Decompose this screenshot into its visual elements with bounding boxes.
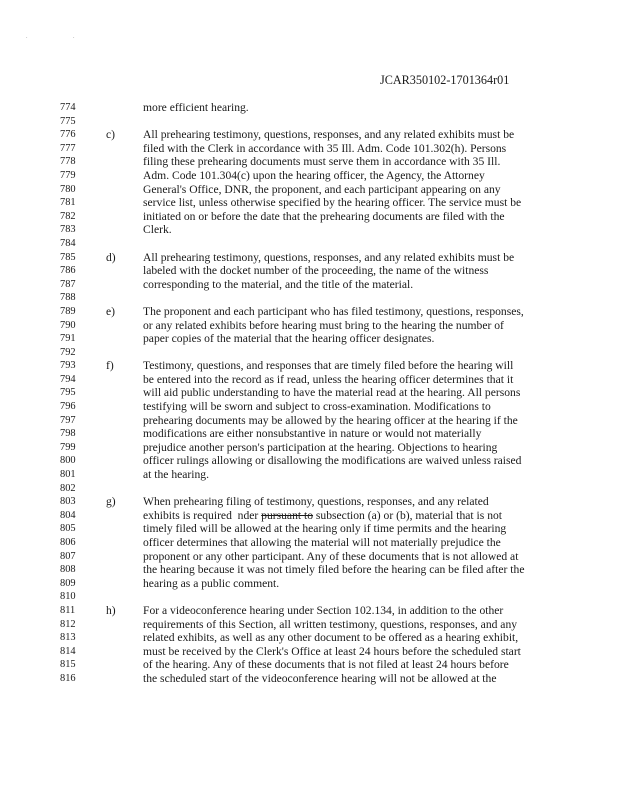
document-line bbox=[0, 264, 618, 278]
line-text bbox=[143, 631, 518, 645]
line-number: 785 bbox=[60, 251, 76, 263]
document-line bbox=[0, 115, 618, 129]
line-text bbox=[143, 563, 524, 577]
line-number: 786 bbox=[60, 265, 76, 277]
document-line bbox=[0, 223, 618, 237]
line-number: 788 bbox=[60, 292, 76, 304]
document-line bbox=[0, 332, 618, 346]
line-text-main: at the hearing. bbox=[143, 468, 209, 482]
line-text bbox=[143, 400, 491, 414]
line-number: 790 bbox=[60, 319, 76, 331]
line-text bbox=[143, 183, 501, 197]
line-text-main: Clerk. bbox=[143, 223, 172, 237]
line-text-main: hearing as a public comment. bbox=[143, 576, 280, 590]
line-text-main: service list, unless otherwise specified by the hearing officer. The service must be bbox=[143, 196, 522, 210]
line-number: 812 bbox=[60, 618, 76, 630]
line-number: 803 bbox=[60, 496, 76, 508]
line-text-main: timely filed will be allowed at the hearing only if time permits and the hearing bbox=[143, 522, 507, 536]
line-number: 779 bbox=[60, 169, 76, 181]
document-id-header: JCAR350102-1701364r01 bbox=[380, 73, 510, 87]
line-number: 774 bbox=[60, 102, 76, 113]
line-number: 813 bbox=[60, 632, 76, 644]
document-line bbox=[0, 550, 618, 564]
line-number: 800 bbox=[60, 455, 76, 467]
line-text-main: the hearing because it was not timely filed before the hearing can be filed after the bbox=[143, 563, 525, 577]
line-text bbox=[143, 155, 500, 169]
line-text-main: Testimony, questions, and responses that are timely filed before the hearing will bbox=[143, 359, 514, 373]
document-line bbox=[0, 631, 618, 645]
line-text-main: paper copies of the material that the hearing officer designates. bbox=[143, 332, 435, 346]
line-number: 816 bbox=[60, 672, 76, 684]
line-number: 799 bbox=[60, 441, 76, 453]
document-line bbox=[0, 291, 618, 305]
line-text-main: initiated on or before the date that the prehearing documents are filed with the bbox=[143, 209, 505, 223]
line-text bbox=[143, 441, 497, 455]
line-number: 778 bbox=[60, 156, 76, 168]
document-line bbox=[0, 237, 618, 251]
line-number: 789 bbox=[60, 305, 76, 317]
line-text-main: of the hearing. Any of these documents that is not filed at least 24 hours before bbox=[143, 658, 509, 672]
document-line bbox=[0, 577, 618, 591]
line-text bbox=[143, 522, 506, 536]
line-text bbox=[143, 264, 488, 278]
line-text-main: must be received by the Clerk's Office at least 24 hours before the scheduled start bbox=[143, 644, 521, 658]
line-number: 787 bbox=[60, 278, 76, 290]
line-text bbox=[143, 101, 249, 115]
line-number: 804 bbox=[60, 509, 76, 521]
document-line bbox=[0, 373, 618, 387]
line-text bbox=[143, 509, 502, 523]
document-line bbox=[0, 319, 618, 333]
line-text bbox=[143, 251, 514, 265]
line-number: 781 bbox=[60, 197, 76, 209]
line-text-main: testifying will be sworn and subject to cross-examination. Modifications to bbox=[143, 400, 491, 414]
line-text bbox=[143, 414, 518, 428]
line-text-main: requirements of this Section, all written testimony, questions, responses, and any bbox=[143, 617, 518, 631]
line-text bbox=[143, 386, 520, 400]
document-line bbox=[0, 645, 618, 659]
line-text bbox=[143, 128, 514, 142]
subsection-marker: f) bbox=[106, 359, 114, 373]
line-text bbox=[143, 210, 505, 224]
line-text-main: related exhibits, as well as any other document to be offered as a hearing exhibit, bbox=[143, 631, 519, 645]
document-line bbox=[0, 305, 618, 319]
line-number: 809 bbox=[60, 577, 76, 589]
document-line bbox=[0, 169, 618, 183]
line-text bbox=[143, 618, 517, 632]
line-text bbox=[143, 319, 504, 333]
line-number: 794 bbox=[60, 373, 76, 385]
document-line bbox=[0, 400, 618, 414]
document-line bbox=[0, 618, 618, 632]
document-line bbox=[0, 128, 618, 142]
line-number: 802 bbox=[60, 482, 76, 494]
subsection-marker: h) bbox=[106, 603, 116, 617]
document-line bbox=[0, 155, 618, 169]
document-line bbox=[0, 441, 618, 455]
document-line bbox=[0, 509, 618, 523]
subsection-marker: c) bbox=[106, 128, 116, 142]
line-number: 776 bbox=[60, 129, 76, 141]
line-number: 777 bbox=[60, 142, 76, 154]
subsection-marker: g) bbox=[106, 495, 116, 509]
document-line bbox=[0, 346, 618, 360]
line-text bbox=[143, 468, 209, 482]
line-text-main: For a videoconference hearing under Section 102.134, in addition to the other bbox=[143, 603, 504, 617]
line-text bbox=[143, 495, 489, 509]
line-number: 798 bbox=[60, 428, 76, 440]
line-text-main: filed with the Clerk in accordance with 35 Ill. Adm. Code 101.302(h). Persons bbox=[143, 141, 507, 155]
line-text-main: officer rulings allowing or disallowing the modifications are waived unless raised bbox=[143, 454, 522, 468]
line-text-main: more efficient hearing. bbox=[143, 101, 249, 114]
document-line bbox=[0, 454, 618, 468]
line-text-tail: subsection (a) or (b), material that is not bbox=[313, 508, 503, 522]
line-text bbox=[143, 454, 521, 468]
line-text-main: filing these prehearing documents must serve them in accordance with 35 Ill. bbox=[143, 155, 501, 169]
document-line bbox=[0, 414, 618, 428]
line-text bbox=[143, 604, 503, 618]
struck-text: pursuant to bbox=[261, 508, 314, 522]
document-line bbox=[0, 386, 618, 400]
line-number: 795 bbox=[60, 387, 76, 399]
line-number: 782 bbox=[60, 210, 76, 222]
line-text bbox=[143, 550, 518, 564]
line-number: 791 bbox=[60, 333, 76, 345]
document-line bbox=[0, 427, 618, 441]
document-line bbox=[0, 536, 618, 550]
line-number: 806 bbox=[60, 537, 76, 548]
line-text bbox=[143, 672, 496, 686]
document-line bbox=[0, 101, 618, 115]
line-number: 801 bbox=[60, 469, 76, 481]
document-line bbox=[0, 482, 618, 496]
line-number: 805 bbox=[60, 523, 76, 535]
line-number: 797 bbox=[60, 414, 76, 426]
document-body bbox=[0, 101, 618, 686]
line-number: 810 bbox=[60, 591, 76, 603]
line-text bbox=[143, 658, 509, 672]
line-text bbox=[143, 169, 485, 183]
line-text-main: proponent or any other participant. Any of these documents that is not allowed at bbox=[143, 549, 519, 563]
document-line bbox=[0, 142, 618, 156]
line-text-main: or any related exhibits before hearing must bring to the hearing the number of bbox=[143, 318, 504, 332]
document-line bbox=[0, 604, 618, 618]
line-text bbox=[143, 536, 501, 550]
document-line bbox=[0, 672, 618, 686]
line-text-main: exhibits is required bbox=[143, 508, 232, 522]
line-number: 807 bbox=[60, 550, 76, 562]
line-text-main: modifications are either nonsubstantive in nature or would not materially bbox=[143, 427, 482, 441]
line-number: 815 bbox=[60, 659, 76, 671]
line-text bbox=[143, 196, 521, 210]
line-text bbox=[143, 223, 172, 237]
line-text-main: labeled with the docket number of the proceeding, the name of the witness bbox=[143, 264, 489, 278]
line-number: 793 bbox=[60, 360, 76, 372]
document-line bbox=[0, 183, 618, 197]
document-line bbox=[0, 468, 618, 482]
line-text-main: prehearing documents may be allowed by the hearing officer at the hearing if the bbox=[143, 413, 518, 427]
line-text bbox=[143, 373, 513, 387]
line-number: 780 bbox=[60, 183, 76, 195]
line-text bbox=[143, 427, 481, 441]
line-text-main: officer determines that allowing the material will not materially prejudice the bbox=[143, 536, 501, 549]
line-text bbox=[143, 305, 524, 319]
document-line bbox=[0, 495, 618, 509]
line-text bbox=[143, 278, 413, 292]
document-line bbox=[0, 563, 618, 577]
line-number: 811 bbox=[60, 604, 76, 616]
document-line bbox=[0, 658, 618, 672]
line-text-main: Adm. Code 101.304(c) upon the hearing officer, the Agency, the Attorney bbox=[143, 168, 485, 182]
line-text-main: General's Office, DNR, the proponent, and each participant appearing on any bbox=[143, 182, 501, 196]
document-line bbox=[0, 278, 618, 292]
line-number: 784 bbox=[60, 237, 76, 249]
document-line bbox=[0, 522, 618, 536]
scan-specks: . . bbox=[26, 34, 97, 40]
line-text-insert: nder bbox=[231, 508, 262, 522]
document-line bbox=[0, 251, 618, 265]
line-number: 814 bbox=[60, 645, 76, 657]
line-text-main: When prehearing filing of testimony, questions, responses, and any related bbox=[143, 495, 489, 509]
line-text-main: the scheduled start of the videoconference hearing will not be allowed at the bbox=[143, 671, 497, 685]
subsection-marker: d) bbox=[106, 250, 116, 264]
line-number: 808 bbox=[60, 564, 76, 576]
line-text-main: prejudice another person's participation at the hearing. Objections to hearing bbox=[143, 440, 498, 454]
line-text-main: corresponding to the material, and the title of the material. bbox=[143, 277, 414, 291]
line-text bbox=[143, 142, 506, 156]
line-number: 775 bbox=[60, 115, 76, 127]
line-text-main: The proponent and each participant who has filed testimony, questions, responses, bbox=[143, 304, 524, 318]
line-text-main: will aid public understanding to have the material read at the hearing. All persons bbox=[143, 386, 521, 400]
line-text bbox=[143, 645, 521, 659]
line-text bbox=[143, 332, 434, 346]
line-number: 792 bbox=[60, 346, 76, 358]
line-text-main: be entered into the record as if read, unless the hearing officer determines that it bbox=[143, 372, 514, 386]
line-number: 796 bbox=[60, 401, 76, 413]
document-line bbox=[0, 210, 618, 224]
line-number: 783 bbox=[60, 224, 76, 236]
document-line bbox=[0, 196, 618, 210]
line-text bbox=[143, 359, 513, 373]
document-line bbox=[0, 359, 618, 373]
line-text bbox=[143, 577, 279, 591]
line-text-main: All prehearing testimony, questions, responses, and any related exhibits must be bbox=[143, 128, 515, 142]
subsection-marker: e) bbox=[106, 304, 116, 318]
line-text-main: All prehearing testimony, questions, responses, and any related exhibits must be bbox=[143, 250, 515, 264]
document-line bbox=[0, 590, 618, 604]
